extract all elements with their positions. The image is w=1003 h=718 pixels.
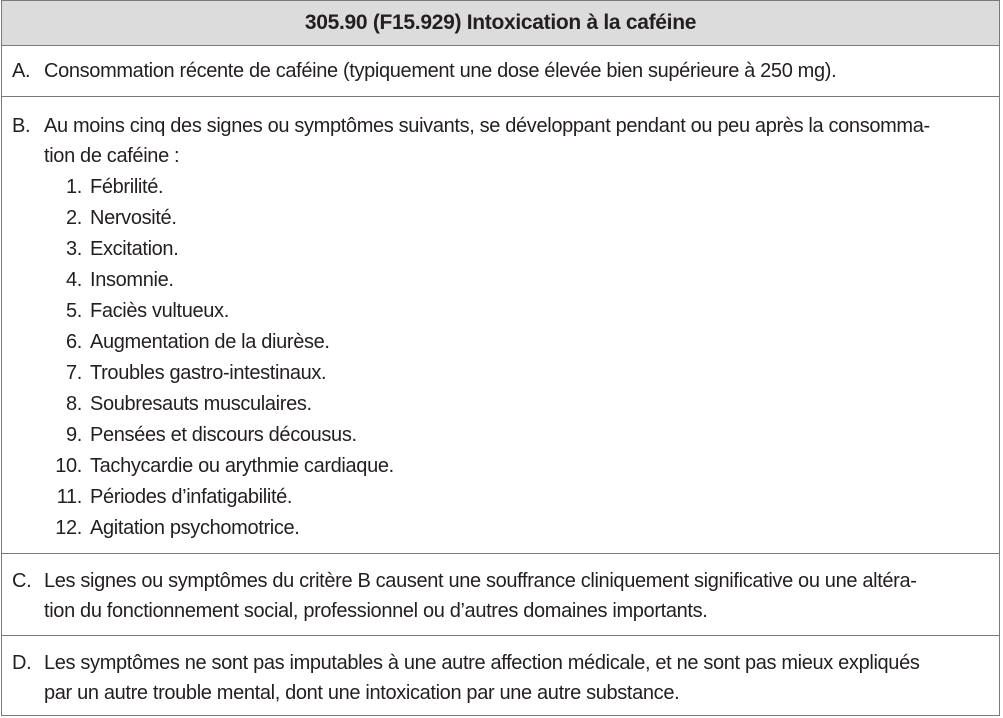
criterion-d-line-1: Les symptômes ne sont pas imputables à une autre affection médicale, et ne sont pas mieux expliqués — [44, 652, 920, 674]
criterion-d-letter: D. — [12, 652, 32, 674]
criterion-b-letter: B. — [12, 115, 31, 137]
criterion-b-line-2: tion de caféine : — [44, 145, 180, 167]
criterion-c-line-2: tion du fonctionnement social, professionnel ou d’autres domaines importants. — [44, 600, 708, 622]
criterion-a-letter: A. — [12, 60, 31, 82]
criterion-d-line-2: par un autre trouble mental, dont une intoxication par une autre substance. — [44, 682, 680, 704]
criterion-a-line-1: Consommation récente de caféine (typiquement une dose élevée bien supérieure à 250 mg). — [44, 60, 837, 82]
criterion-d — [2, 635, 999, 715]
criterion-c-line-1: Les signes ou symptômes du critère B causent une souffrance cliniquement significative ou une altéra- — [44, 570, 917, 592]
criterion-b-line-1: Au moins cinq des signes ou symptômes suivants, se développant pendant ou peu après la consomma- — [44, 115, 930, 137]
criterion-b: B. Au moins cinq des signes ou symptômes suivants, se développant pendant ou peu après la consomma- tion de caféine : 1. Fébrilité. 2. Nervosité. 3. Excitation. 4. Insomnie. 5. Faciès vultueux. 6. Augmentation de la diurèse. 7. Troubles gastro-intestinaux. 8. Soubresauts musculaires. 9. Pensées et discours décousus. 10. Tachycardie ou arythmie cardiaque. 11. Périodes d’infatigabilité. 12. Agitation psychomotrice. — [2, 96, 999, 553]
criteria-table — [1, 0, 1000, 716]
criterion-a — [2, 45, 999, 96]
table-title: 305.90 (F15.929) Intoxication à la caféine — [2, 1, 999, 46]
criterion-c-letter: C. — [12, 570, 32, 592]
criterion-c — [2, 553, 999, 635]
